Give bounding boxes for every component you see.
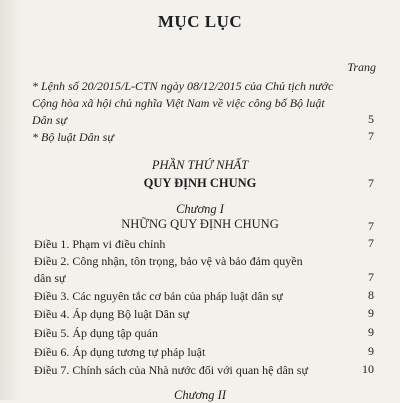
intro-entry-decree-page: 5 [368, 112, 374, 126]
article-7: Điều 7. Chính sách của Nhà nước đối với quan hệ dân sự [34, 363, 308, 377]
article-2-page: 7 [368, 270, 374, 284]
article-2: Điều 2. Công nhận, tôn trọng, bảo vệ và bảo đảm quyền dân sự [34, 254, 303, 285]
chapter-1-title: NHỮNG QUY ĐỊNH CHUNG [121, 217, 279, 231]
article-3-page: 8 [368, 288, 374, 302]
article-6: Điều 6. Áp dụng tương tự pháp luật [34, 345, 206, 359]
article-4-page: 9 [368, 306, 374, 320]
intro-entry-code-page: 7 [368, 129, 374, 143]
page-gutter [0, 0, 22, 400]
page-column-label: Trang [347, 60, 376, 74]
article-1-page: 7 [368, 236, 374, 250]
article-7-page: 10 [362, 362, 374, 376]
article-6-page: 9 [368, 344, 374, 358]
article-1: Điều 1. Phạm vi điều chỉnh [34, 237, 166, 251]
intro-entry-decree: * Lệnh số 20/2015/L-CTN ngày 08/12/2015 của Chủ tịch nước Cộng hòa xã hội chủ nghĩa Việt Nam về việc công bố Bộ luật Dân sự [32, 79, 334, 127]
article-3: Điều 3. Các nguyên tắc cơ bản của pháp luật dân sự [34, 289, 283, 303]
article-5-page: 9 [368, 325, 374, 339]
chapter-1-title-page: 7 [368, 219, 374, 233]
intro-entry-code: * Bộ luật Dân sự [32, 130, 114, 144]
chapter-1-label: Chương I [176, 202, 224, 216]
part-label: PHẦN THỨ NHẤT [151, 158, 249, 172]
part-title: QUY ĐỊNH CHUNG [143, 176, 257, 190]
page-title: MỤC LỤC [157, 12, 243, 31]
article-4: Điều 4. Áp dụng Bộ luật Dân sự [34, 307, 190, 321]
chapter-2-label: Chương II [173, 388, 227, 402]
part-title-page: 7 [368, 176, 374, 190]
article-5: Điều 5. Áp dụng tập quán [34, 326, 158, 340]
